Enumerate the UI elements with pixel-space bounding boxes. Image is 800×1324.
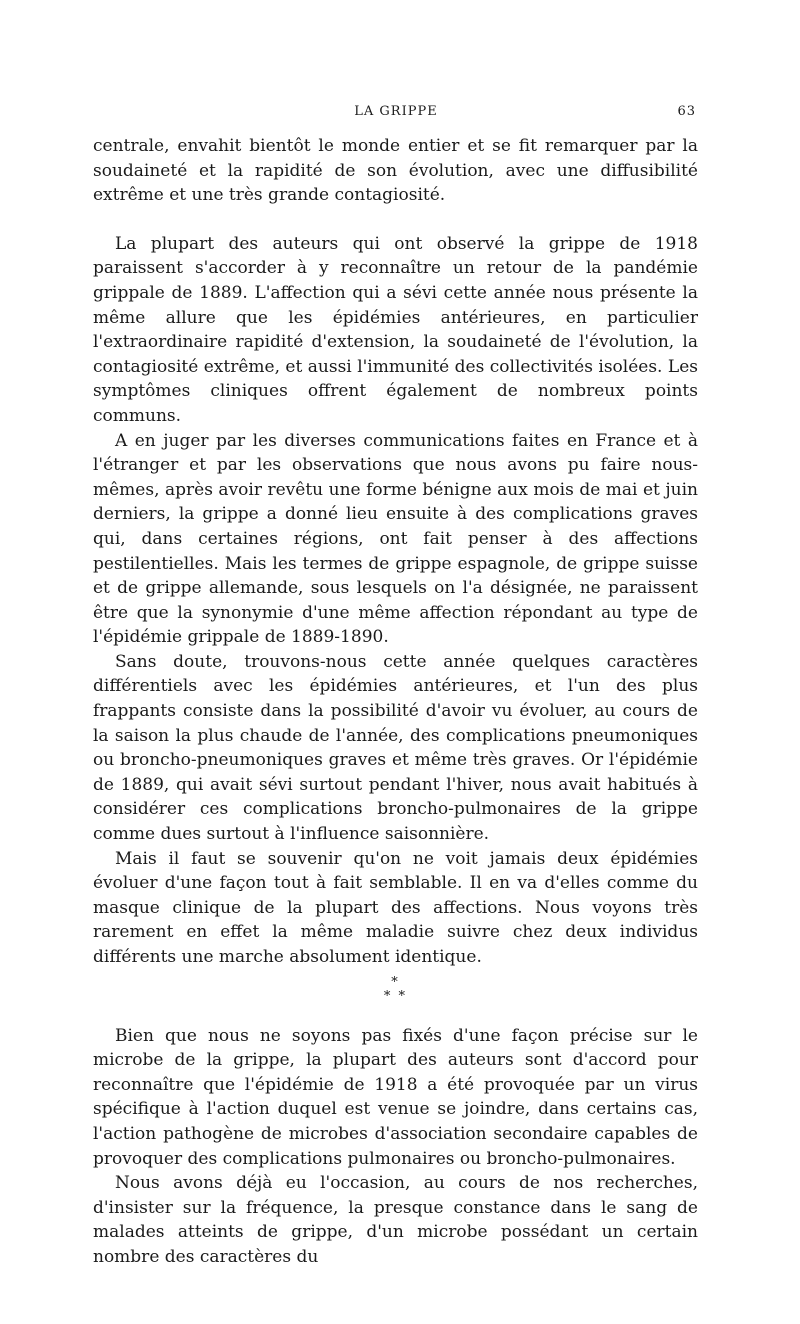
asterism-bottom: * * <box>383 988 408 1004</box>
paragraph: Bien que nous ne soyons pas fixés d'une façon précise sur le microbe de la grippe, la plupart des auteurs sont d'accord pour reconnaître que l'épidémie de 1918 a été provoquée par un virus spécifique à l'action duquel est venue se joindre, dans certains cas, l'action pathogène de microbes d'association secondaire capables de provoquer des complications pulmonaires ou broncho-pulmonaires. <box>93 1025 698 1169</box>
paragraph: Nous avons déjà eu l'occasion, au cours de nos recherches, d'insister sur la fréquence, la presque constance dans le sang de malades atteints de grippe, d'un microbe possédant un certain nombre des caractères du <box>93 1173 698 1267</box>
running-title: LA GRIPPE <box>354 104 438 119</box>
paragraph: A en juger par les diverses communications faites en France et à l'étranger et par les observations que nous avons pu faire nous-mêmes, après avoir revêtu une forme bénigne aux mois de mai et juin derniers, la grippe a donné lieu ensuite à des complications graves qui, dans certaines régions, ont fait penser à des affections pestilentielles. Mais les termes de grippe espagnole, de grippe suisse et de grippe allemande, sous lesquels on l'a désignée, ne paraissent être que la synonymie d'une même affection répondant au type de l'épidémie grippale de 1889-1890. <box>93 430 698 648</box>
page-number: 63 <box>677 104 696 119</box>
section-separator-asterism <box>93 976 698 1004</box>
page-header <box>96 104 696 126</box>
asterism-top: * <box>391 974 400 990</box>
paragraph: Mais il faut se souvenir qu'on ne voit jamais deux épidémies évoluer d'une façon tout à fait semblable. Il en va d'elles comme du masque clinique de la plupart des affections. Nous voyons très rarement en effet la même maladie suivre chez deux individus différents une marche absolument identique. <box>93 848 698 967</box>
paragraph: Sans doute, trouvons-nous cette année quelques caractères différentiels avec les épidémies antérieures, et l'un des plus frappants consiste dans la possibilité d'avoir vu évoluer, au cours de la saison la plus chaude de l'année, des complications pneumoniques ou broncho-pneumoniques graves et même très graves. Or l'épidémie de 1889, qui avait sévi surtout pendant l'hiver, nous avait habitués à considérer ces complications broncho-pulmonaires de la grippe comme dues surtout à l'influence saisonnière. <box>93 651 698 845</box>
paragraph-continuation: centrale, envahit bientôt le monde entier et se fit remarquer par la soudaineté et la rapidité de son évolution, avec une diffusibilité extrême et une très grande contagiosité. <box>93 136 698 206</box>
paragraph: La plupart des auteurs qui ont observé la grippe de 1918 paraissent s'accorder à y reconnaître un retour de la pandémie grippale de 1889. L'affection qui a sévi cette année nous présente la même allure que les épidémies antérieures, en particulier l'extraordinaire rapidité d'extension, la soudaineté de l'évolution, la contagiosité extrême, et aussi l'immunité des collectivités isolées. Les symptômes cliniques offrent également de nombreux points communs. <box>93 233 698 426</box>
page-body <box>93 134 698 1270</box>
